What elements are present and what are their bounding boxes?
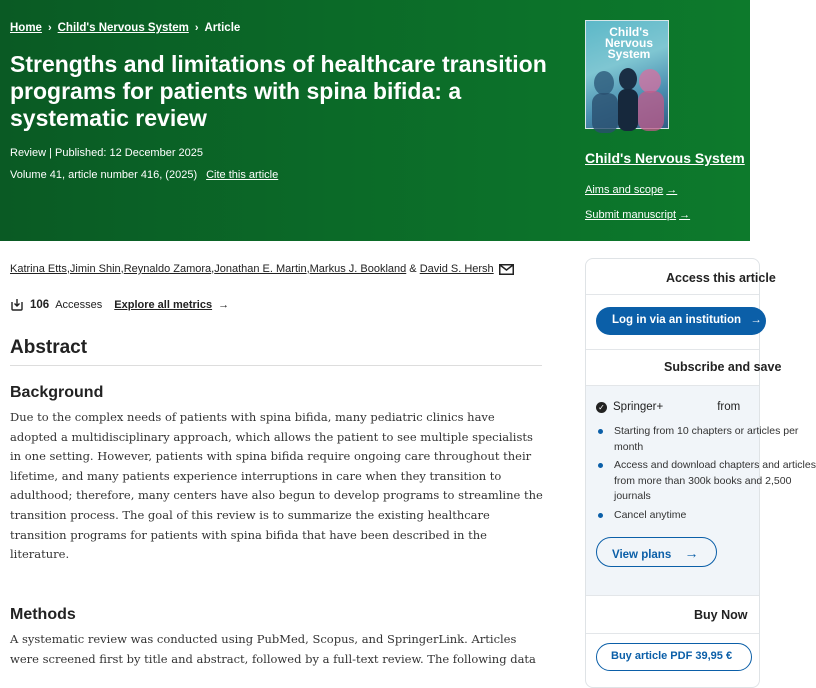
journal-name-link[interactable]: Child's Nervous System xyxy=(585,150,745,166)
benefit-line: Cancel anytime xyxy=(596,508,749,524)
metrics-row xyxy=(10,298,229,311)
list-item xyxy=(596,424,799,455)
submit-manuscript-link[interactable] xyxy=(585,209,690,221)
view-plans-label: View plans xyxy=(612,549,672,561)
login-label: Log in via an institution xyxy=(612,314,742,326)
breadcrumb-current: Article xyxy=(204,22,241,34)
aims-scope-label: Aims and scope xyxy=(585,184,664,196)
benefit-line: month xyxy=(614,440,644,453)
journal-cover[interactable] xyxy=(585,20,669,129)
arrow-right-icon: → xyxy=(750,314,762,326)
cover-title: Child's Nervous System xyxy=(604,25,654,61)
article-type-date: Review | Published: 12 December 2025 xyxy=(10,147,204,159)
benefit-line: from more than 300k books and 2,500 xyxy=(614,474,792,487)
springer-plus-row xyxy=(596,401,749,413)
breadcrumb-journal[interactable]: Child's Nervous System xyxy=(57,22,189,34)
buy-article-pdf-button[interactable]: Buy article PDF 39,95 € xyxy=(596,643,752,671)
separator: , xyxy=(66,263,70,275)
springer-plus-offer xyxy=(586,386,816,596)
list-item xyxy=(596,508,749,524)
accesses-label: Accesses xyxy=(55,298,103,311)
mail-icon[interactable] xyxy=(499,264,514,275)
background-text: Due to the complex needs of patients with spina bifida, many pediatric clinics have adopted a multidisciplinary approach, which allows the patient to see multiple specialists in one setting. However, patients with spina bifida require ongoing care throughout their lifetime, and many patients experience interruptions in care when they transition to adulthood; therefore, many centers have also begun to develop programs to streamline the transition process. The goal of this review is to summarize the existing healthcare transition programs for patients with spina bifida that have been described in the literature. xyxy=(10,410,543,562)
access-heading: Access this article xyxy=(586,259,759,295)
breadcrumb-home[interactable]: Home xyxy=(10,22,42,34)
article-volume: Volume 41, article number 416, (2025) xyxy=(10,169,198,181)
login-section xyxy=(586,295,762,350)
benefit-line: Access and download chapters and articles xyxy=(596,458,749,474)
journal-banner xyxy=(0,0,750,241)
explore-metrics-label: Explore all metrics xyxy=(114,298,213,311)
author-link[interactable]: Markus J. Bookland xyxy=(309,263,407,275)
aims-scope-link[interactable] xyxy=(585,184,677,196)
springer-plus-label: Springer+ xyxy=(613,401,664,413)
explore-metrics-link[interactable] xyxy=(114,299,212,311)
benefits-list xyxy=(596,424,816,523)
breadcrumb-separator: › xyxy=(47,22,52,34)
abstract-heading: Abstract xyxy=(10,337,88,358)
article-volume-line xyxy=(10,169,278,181)
institution-login-button[interactable] xyxy=(596,307,766,335)
author-link[interactable]: Jimin Shin xyxy=(69,263,121,275)
price-from-label: from xyxy=(717,401,741,413)
cite-link[interactable]: Cite this article xyxy=(206,169,279,181)
author-link[interactable]: Katrina Etts xyxy=(10,263,67,275)
buy-now-heading: Buy Now xyxy=(586,596,759,634)
author-link[interactable]: Reynaldo Zamora xyxy=(123,263,212,275)
separator: , xyxy=(120,263,124,275)
view-plans-button[interactable] xyxy=(596,537,717,567)
breadcrumb-separator: › xyxy=(194,22,199,34)
arrow-right-icon: → xyxy=(679,209,691,221)
separator: & xyxy=(406,263,420,275)
author-list xyxy=(10,263,514,275)
methods-text: A systematic review was conducted using PubMed, Scopus, and SpringerLink. Articles were screened first by title and abstract, followed by a full-text review. The following data xyxy=(10,632,536,666)
methods-heading: Methods xyxy=(10,606,76,623)
list-item xyxy=(596,458,816,505)
arrow-right-icon: → xyxy=(684,545,699,561)
check-circle-icon: ✓ xyxy=(596,402,607,413)
benefit-line: journals xyxy=(614,490,651,502)
article-title: Strengths and limitations of healthcare transition programs for patients with spina bifida: a systematic review xyxy=(10,51,547,131)
download-metrics-icon xyxy=(10,298,24,311)
accesses-count: 106 xyxy=(30,298,50,311)
arrow-right-icon: → xyxy=(666,184,678,196)
separator: , xyxy=(211,263,215,275)
access-sidebar xyxy=(585,258,816,688)
breadcrumb xyxy=(10,22,240,34)
divider xyxy=(10,365,542,366)
separator: , xyxy=(306,263,310,275)
submit-manuscript-label: Submit manuscript xyxy=(585,209,677,221)
cover-illustration xyxy=(586,21,670,130)
author-link[interactable]: David S. Hersh xyxy=(419,263,494,275)
subscribe-heading: Subscribe and save xyxy=(586,350,759,386)
background-heading: Background xyxy=(10,384,104,401)
author-link[interactable]: Jonathan E. Martin xyxy=(214,263,307,275)
buy-section xyxy=(586,634,759,680)
benefit-line: Starting from 10 chapters or articles per xyxy=(596,424,749,440)
arrow-right-icon: → xyxy=(218,298,230,311)
